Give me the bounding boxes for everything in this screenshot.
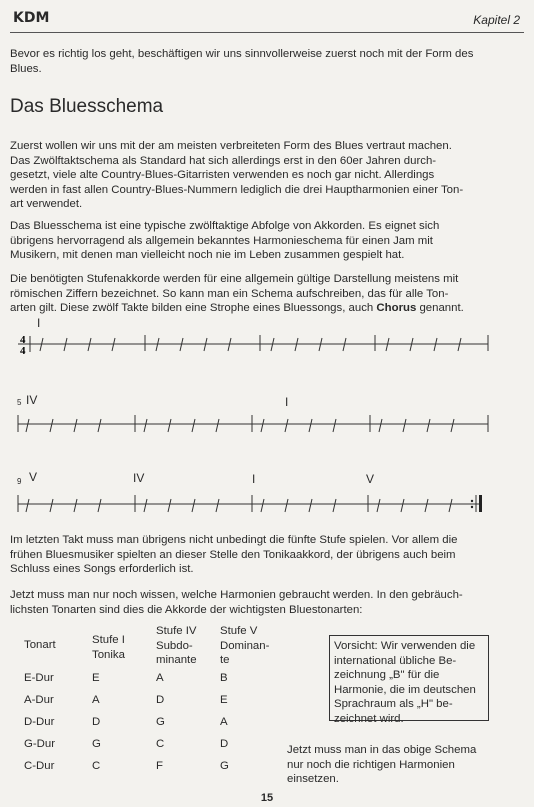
paragraph-4-line: Im letzten Takt muss man übrigens nicht unbedingt die fünfte Stufe spielen. Vor allem die [10, 534, 458, 546]
header-text: Dominan- [220, 639, 270, 652]
paragraph-4-line: Schluss eines Songs erforderlich ist. [10, 563, 194, 576]
table-row [24, 760, 290, 782]
table-cell: G [92, 738, 101, 750]
key-chord-table [24, 624, 290, 782]
note-line: Sprachraum als „H" be- [334, 698, 453, 711]
chord-label: I [252, 472, 256, 486]
chord-label: I [285, 395, 289, 409]
table-cell: A [220, 716, 228, 728]
table-header-row [24, 624, 290, 672]
chord-label: IV [133, 471, 145, 485]
table-cell: E [220, 694, 228, 706]
paragraph-3-line: arten gilt. Diese zwölf Takte bilden eine Strophe eines Bluessongs, auch [10, 302, 377, 315]
header-text: Stufe V [220, 625, 258, 637]
paragraph-3-end: genannt. [416, 302, 464, 315]
chapter-label: Kapitel 2 [473, 13, 520, 27]
table-cell: G [156, 716, 165, 728]
paragraph-1-line: Zuerst wollen wir uns mit der am meisten verbreiteten Form des Blues vertraut machen. [10, 140, 452, 152]
header-text: Tonika [92, 648, 125, 661]
table-cell: B [220, 672, 228, 684]
time-signature-bottom: 4 [20, 345, 26, 357]
paragraph-2-line: Musikern, mit denen man vielleicht noch nie im Leben zusammen gespielt hat. [10, 249, 405, 262]
table-row [24, 738, 290, 760]
caution-note-box [329, 635, 489, 725]
paragraph-5 [10, 588, 490, 617]
chord-label: V [366, 472, 375, 486]
table-cell: D-Dur [24, 716, 55, 728]
header-text: Stufe I [92, 634, 125, 646]
header-cell-stufe-4 [156, 624, 220, 672]
header-text: Stufe IV [156, 625, 197, 637]
table-cell: D [92, 716, 101, 728]
closing-line: nur noch die richtigen Harmonien [287, 758, 455, 771]
chord-label: V [29, 470, 38, 484]
chord-label: I [37, 316, 41, 330]
intro-paragraph: Bevor es richtig los geht, beschäftigen wir uns sinnvollerweise zuerst noch mit der Form des Blues. [10, 48, 474, 75]
note-line: international übliche Be- [334, 654, 457, 667]
table-cell: G-Dur [24, 738, 56, 750]
table-cell: E-Dur [24, 672, 54, 684]
paragraph-3-line: Die benötigten Stufenakkorde werden für eine allgemein gültige Darstellung meistens mit [10, 273, 459, 285]
closing-paragraph [287, 743, 497, 787]
bar-number: 5 [17, 398, 22, 407]
table-cell: G [220, 760, 229, 772]
note-line: Harmonie, die im deutschen [334, 683, 476, 696]
table-cell: A [92, 694, 100, 706]
header-text: minante [156, 654, 197, 667]
header-cell-stufe-1 [92, 624, 156, 672]
paragraph-5-line: Jetzt muss man nur noch wissen, welche Harmonien gebraucht werden. In den gebräuch- [10, 589, 463, 601]
rhythm-slashes-row-2 [26, 419, 454, 432]
paragraph-2-line: übrigens hervorragend als allgemein bekanntes Harmonieschema für einen Jam mit [10, 234, 433, 247]
table-cell: A-Dur [24, 694, 54, 706]
publisher-logo: KDM [13, 10, 50, 26]
closing-line: Jetzt muss man in das obige Schema [287, 744, 477, 756]
paragraph-1-line: art verwendet. [10, 198, 83, 211]
table-cell: C [92, 760, 101, 772]
paragraph-4-line: frühen Bluesmusiker spielten an dieser Stelle den Tonikaakkord, der übrigens auch beim [10, 548, 456, 561]
table-row [24, 716, 290, 738]
section-heading: Das Bluesschema [10, 96, 164, 117]
note-line: zeichnung „B" für die [334, 669, 440, 682]
table-cell: F [156, 760, 163, 772]
time-signature-top: 4 [20, 334, 26, 346]
table-cell: C [156, 738, 165, 750]
bar-number: 9 [17, 477, 22, 486]
chorus-term: Chorus [376, 302, 417, 315]
table-row [24, 694, 290, 716]
header-text: te [220, 654, 230, 667]
paragraph-2-line: Das Bluesschema ist eine typische zwölftaktige Abfolge von Akkorden. Es eignet sich [10, 220, 440, 232]
paragraph-1-line: werden in fast allen Country-Blues-Nummern lediglich die drei Hauptharmonien einer Ton- [10, 183, 464, 196]
header-text: Subdo- [156, 639, 193, 652]
closing-line: einsetzen. [287, 773, 339, 786]
rhythm-slashes-row-3 [26, 499, 452, 512]
note-line: zeichnet wird. [334, 712, 404, 725]
table-row [24, 672, 290, 694]
paragraph-4 [10, 533, 510, 577]
header-cell-key [24, 624, 92, 672]
paragraph-1-line: Das Zwölftaktschema als Standard hat sich allerdings erst in den 60er Jahren durch- [10, 154, 437, 167]
table-cell: D [156, 694, 165, 706]
page-number: 15 [260, 792, 274, 804]
paragraph-5-line: lichsten Tonarten sind dies die Akkorde der wichtigsten Bluestonarten: [10, 603, 363, 616]
note-line: Vorsicht: Wir verwenden die [334, 640, 476, 652]
table-cell: D [220, 738, 229, 750]
header-text: Tonart [24, 639, 56, 651]
paragraph-1-line: gesetzt, viele alte Country-Blues-Gitarristen verwenden es noch gar nicht. Allerdings [10, 169, 435, 182]
table-cell: C-Dur [24, 760, 55, 772]
table-cell: E [92, 672, 100, 684]
table-cell: A [156, 672, 164, 684]
chord-label: IV [26, 393, 38, 407]
paragraph-3-line: römischen Ziffern bezeichnet. So kann man ein Schema aufschreiben, das für alle Ton- [10, 287, 449, 300]
header-cell-stufe-5 [220, 624, 290, 672]
final-barline-thick [479, 495, 482, 512]
